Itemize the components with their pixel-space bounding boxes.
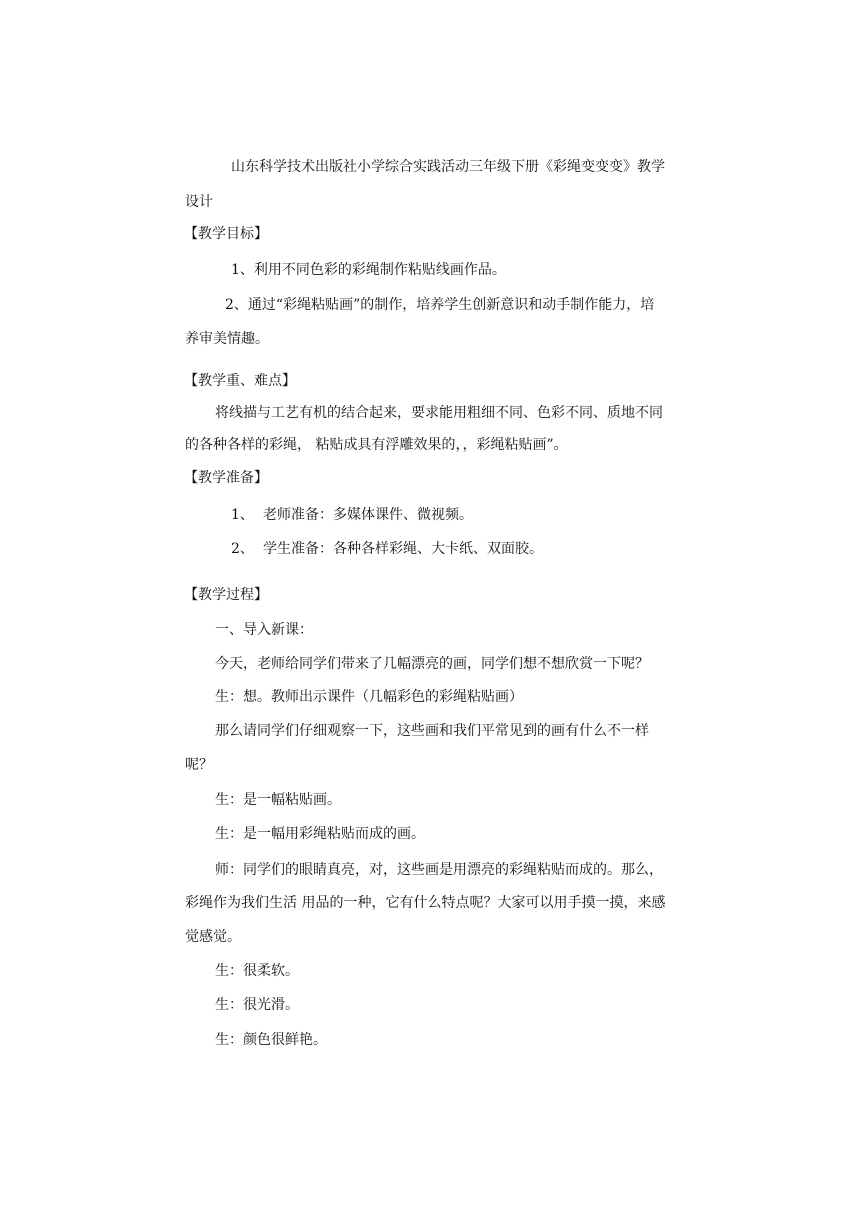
process-paragraph-4: 生：是一幅粘贴画。 [215, 792, 341, 808]
process-paragraph-6-line-1: 师：同学们的眼睛真亮，对，这些画是用漂亮的彩绳粘贴而成的。那么， [215, 862, 663, 878]
process-paragraph-6-line-3: 觉感觉。 [185, 929, 241, 945]
preparation-item-2-number: 2、 [231, 541, 254, 557]
process-paragraph-5: 生：是一幅用彩绳粘贴而成的画。 [215, 826, 425, 842]
key-points-heading: 【教学重、难点】 [184, 373, 296, 389]
process-paragraph-7: 生：很柔软。 [215, 963, 299, 979]
title-line-1: 山东科学技术出版社小学综合实践活动三年级下册《彩绳变变变》教学 [231, 159, 665, 175]
objective-item-1: 1、利用不同色彩的彩绳制作粘贴线画作品。 [231, 262, 506, 278]
process-paragraph-1: 今天，老师给同学们带来了几幅漂亮的画，同学们想不想欣赏一下呢？ [215, 656, 649, 672]
preparation-item-1-number: 1、 [231, 507, 254, 523]
preparation-item-1-text: 老师准备：多媒体课件、微视频。 [263, 507, 473, 523]
process-paragraph-6-line-2: 彩绳作为我们生活 用品的一种，它有什么特点呢？大家可以用手摸一摸，来感 [185, 895, 666, 911]
process-paragraph-3-line-1: 那么请同学们仔细观察一下，这些画和我们平常见到的画有什么不一样 [215, 723, 649, 739]
process-paragraph-2: 生：想。教师出示课件（几幅彩色的彩绳粘贴画） [215, 689, 523, 705]
title-line-2: 设计 [185, 194, 213, 210]
key-points-line-1: 将线描与工艺有机的结合起来，要求能用粗细不同、色彩不同、质地不同 [215, 405, 663, 421]
objective-item-2-line-1: 2、通过“彩绳粘贴画”的制作，培养学生创新意识和动手制作能力，培 [225, 297, 655, 313]
preparation-item-2-text: 学生准备：各种各样彩绳、大卡纸、双面胶。 [263, 541, 543, 557]
process-heading: 【教学过程】 [184, 587, 268, 603]
objectives-heading: 【教学目标】 [184, 226, 268, 242]
preparation-heading: 【教学准备】 [184, 470, 268, 486]
objective-item-2-line-2: 养审美情趣。 [185, 331, 269, 347]
key-points-line-2: 的各种各样的彩绳， 粘贴成具有浮雕效果的，，彩绳粘贴画”。 [185, 437, 568, 453]
process-paragraph-3-line-2: 呢？ [185, 757, 213, 773]
process-subheading-1: 一、导入新课： [215, 622, 313, 638]
process-paragraph-8: 生：很光滑。 [215, 997, 299, 1013]
process-paragraph-9: 生：颜色很鲜艳。 [215, 1032, 327, 1048]
